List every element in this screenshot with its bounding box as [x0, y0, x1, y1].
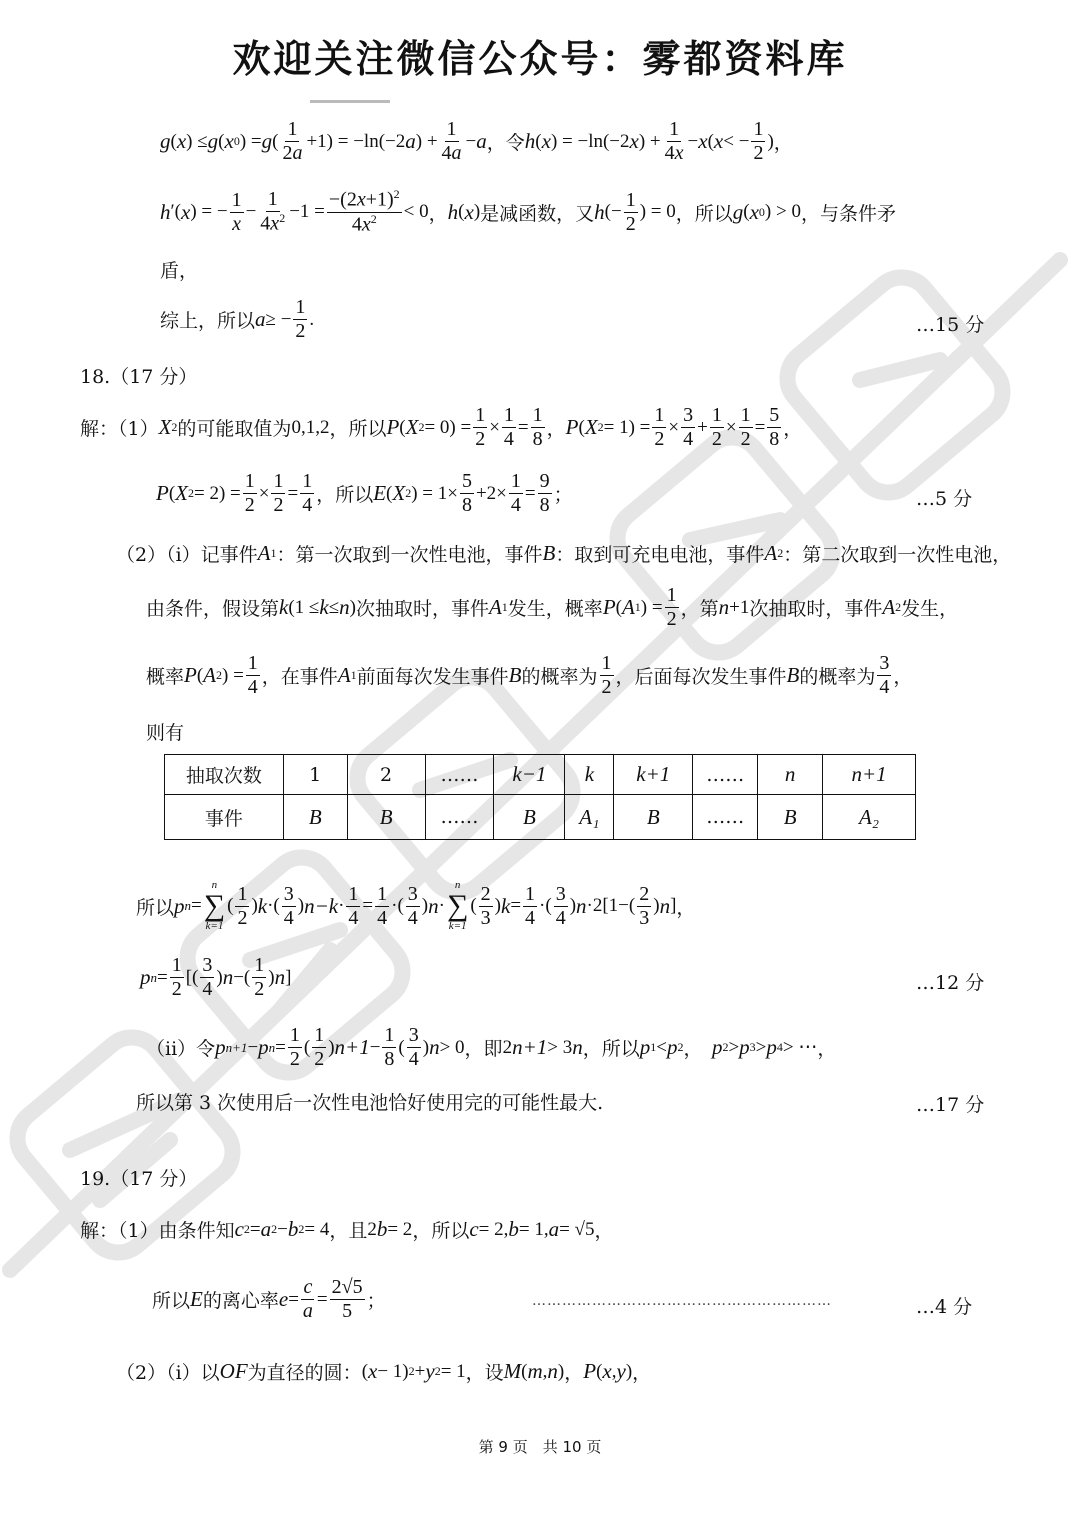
banner-title: 欢迎关注微信公众号：雾都资料库	[232, 37, 848, 81]
text: 为直径的圆：	[247, 1362, 362, 1384]
table-cell: B	[614, 795, 693, 840]
text: 前面每次发生事件	[356, 666, 509, 688]
table-cell: ……	[425, 755, 494, 795]
q18-line8: p n = $\frac{1}{2}$ [( $\frac{3}{4}$ ) n −( $\frac{1}{2}$ ) n ]	[140, 954, 292, 1000]
q18-line2: P ( X 2 = 2) = $\frac{1}{2}$ × $\frac{1}{2}$ = $\frac{1}{4}$ ，所以 E ( X 2 ) = 1× $\frac{5}{8}$ +2× $\frac{1}{4}$ = $\frac{9}{8}$ ；	[156, 470, 573, 516]
text: 的概率为	[521, 666, 598, 688]
table-cell: ……	[425, 795, 494, 840]
table-cell: n+1	[823, 755, 916, 795]
q18-line9: （ii）令 p n+1 − p n = $\frac{1}{2}$ ( $\frac{1}{2}$ ) n+1 − $\frac{1}{8}$ ( $\frac{3}{4}$ ) n > 0 ，即 2 n+1 > 3 n ，所以 p 1 < p 2 ， p 2 > p 3 > p 4 > ⋯ ，	[146, 1024, 837, 1070]
leader-dots: ……………………………………………………	[532, 1293, 832, 1309]
text: ，且	[329, 1220, 368, 1242]
text: 的可能取值为	[177, 418, 292, 440]
q18-line7: 所以 p n = n ∑ k=1 ( $\frac{1}{2}$ ) k ·( $\frac{3}{4}$ ) n−k · $\frac{1}{4}$ = $\frac{1}{4}$ ·( $\frac{3}{4}$ ) n · n ∑ k=1 ( $\frac{2}{3}$ ) k = $\frac{1}{4}$ ·( $\frac{3}{4}$ ) n ·2[1−( $\frac{2}{3}$ ) n ] ，	[136, 879, 696, 932]
text: ，	[564, 1362, 584, 1384]
text: ：第二次取到一次性电池，	[783, 544, 1012, 566]
q17-line1: g ( x ) ≤ g ( x 0 ) = g ( $\frac{1}{2a}$ +1) = −ln(−2 a ) + $\frac{1}{4a}$ − a ，令 h ( x ) = −ln(−2 x ) + $\frac{1}{4x}$ − x ( x < − $\frac{1}{2}$ ) ，	[160, 118, 793, 164]
score-12: …12 分	[916, 972, 985, 994]
text: ，	[632, 1362, 652, 1384]
text: 所以	[152, 1290, 191, 1312]
text: 由条件，假设第	[146, 598, 280, 620]
text: ，令	[486, 132, 525, 154]
text: ，后面每次发生事件	[615, 666, 787, 688]
text: ，	[594, 1220, 614, 1242]
text: ，第	[680, 598, 719, 620]
text: ，即	[464, 1038, 503, 1060]
table-cell: 1	[283, 755, 347, 795]
q19-line2: 所以 E 的离心率 e = $\frac{c}{a}$ = $\frac{2√5}{5}$ ；	[152, 1276, 386, 1322]
table-row	[165, 795, 916, 840]
table-cell: A₁	[565, 795, 614, 840]
text: 解：（1）由条件知	[80, 1220, 235, 1242]
q18-line4: 由条件，假设第 k (1 ≤ k ≤ n ) 次抽取时，事件 A 1 发生，概率 P ( A 1 ) = $\frac{1}{2}$ ，第 n +1 次抽取时，事件 A 2 发生，	[146, 584, 959, 630]
text: ，	[817, 1038, 837, 1060]
text: 概率	[146, 666, 185, 688]
page-footer: 第 9 页 共 10 页	[478, 1438, 602, 1456]
crop-mark	[310, 100, 390, 103]
table-cell: B	[494, 795, 565, 840]
text: 是减函数，又	[480, 202, 595, 225]
text: ，	[773, 132, 793, 154]
score-4: …4 分	[916, 1296, 973, 1318]
table-cell: B	[347, 795, 425, 840]
text: 次抽取时，事件	[355, 598, 489, 620]
text: ，所以	[582, 1038, 640, 1060]
q17-line3: 盾，	[160, 260, 199, 282]
text: （ii）令	[146, 1038, 216, 1060]
score-17: …17 分	[916, 1094, 985, 1116]
text: 的离心率	[202, 1290, 279, 1312]
table-cell: k	[565, 755, 614, 795]
table-row	[165, 755, 916, 795]
q19-title: 19.（17 分）	[80, 1168, 198, 1190]
text: 发生，概率	[507, 598, 603, 620]
text: 所以	[136, 896, 175, 919]
table-cell: 2	[347, 755, 425, 795]
table-cell: ……	[693, 795, 758, 840]
text: ；	[366, 1290, 386, 1312]
table-cell: k−1	[494, 755, 565, 795]
text: ，设	[465, 1362, 504, 1384]
text: ，与条件矛	[800, 202, 896, 225]
q19-line1: 解：（1）由条件知 c 2 = a 2 − b 2 = 4 ，且 2 b = 2 ，所以 c = 2, b = 1, a = √5 ，	[80, 1217, 614, 1242]
text: ，所以	[316, 484, 374, 506]
q18-line3: （2）（i）记事件 A 1 ：第一次取到一次性电池，事件 B ：取到可充电电池，事件 A 2 ：第二次取到一次性电池，	[116, 541, 1012, 566]
text: ，所以	[675, 202, 733, 225]
table-cell: ……	[693, 755, 758, 795]
text: （2）（i）以	[116, 1362, 220, 1384]
text: ；	[553, 484, 573, 506]
text: ：取到可充电电池，事件	[555, 544, 765, 566]
text: 发生，	[901, 598, 959, 620]
text: （2）（i）记事件	[116, 544, 258, 566]
text: ，所以	[412, 1220, 470, 1242]
text: 综上，所以	[160, 310, 256, 332]
table-cell: B	[758, 795, 823, 840]
text: ，	[783, 418, 803, 440]
text: ，	[428, 202, 448, 225]
table-cell: 事件	[165, 795, 284, 840]
text: 的概率为	[799, 666, 876, 688]
text: 解：（1）	[80, 418, 159, 440]
q18-line10: 所以第 3 次使用后一次性电池恰好使用完的可能性最大.	[136, 1092, 604, 1114]
table-cell: n	[758, 755, 823, 795]
table-cell: 抽取次数	[165, 755, 284, 795]
event-table	[164, 754, 916, 840]
q17-line4: 综上，所以 a ≥ − $\frac{1}{2}$ .	[160, 296, 315, 342]
table-cell: k+1	[614, 755, 693, 795]
q17-line2: h ′( x ) = − $\frac{1}{x}$ − $\frac{1}{4x^2}$ −1 = $\frac{-(2x+1)^2}{4x^2}$ < 0 ， h ( x ) 是减函数，又 h (− $\frac{1}{2}$ ) = 0 ，所以 g ( x 0 ) > 0 ，与条件矛	[160, 187, 896, 236]
text: ，在事件	[261, 666, 338, 688]
score-5: …5 分	[916, 488, 973, 510]
text: ：第一次取到一次性电池，事件	[276, 544, 543, 566]
q18-line1: 解：（1） X 2 的可能取值为 0,1,2 ，所以 P ( X 2 = 0) = $\frac{1}{2}$ × $\frac{1}{4}$ = $\frac{1}{8}$ ， P ( X 2 = 1) = $\frac{1}{2}$ × $\frac{3}{4}$ + $\frac{1}{2}$ × $\frac{1}{2}$ = $\frac{5}{8}$ ，	[80, 404, 803, 450]
text: 次抽取时，事件	[749, 598, 883, 620]
table-cell: B	[283, 795, 347, 840]
q18-title: 18.（17 分）	[80, 366, 198, 388]
text: ，所以	[329, 418, 387, 440]
q18-line5: 概率 P ( A 2 ) = $\frac{1}{4}$ ，在事件 A 1 前面每次发生事件 B 的概率为 $\frac{1}{2}$ ，后面每次发生事件 B 的概率为 $\frac{3}{4}$ ，	[146, 652, 913, 698]
q19-line3: （2）（i）以 OF 为直径的圆： ( x − 1) 2 + y 2 = 1 ，设 M ( m , n ) ， P ( x , y ) ，	[116, 1359, 652, 1384]
q18-line6: 则有	[146, 722, 185, 744]
score-15: …15 分	[916, 314, 985, 336]
text: ，	[893, 666, 913, 688]
text: ，	[676, 896, 696, 919]
table-cell: A₂	[823, 795, 916, 840]
